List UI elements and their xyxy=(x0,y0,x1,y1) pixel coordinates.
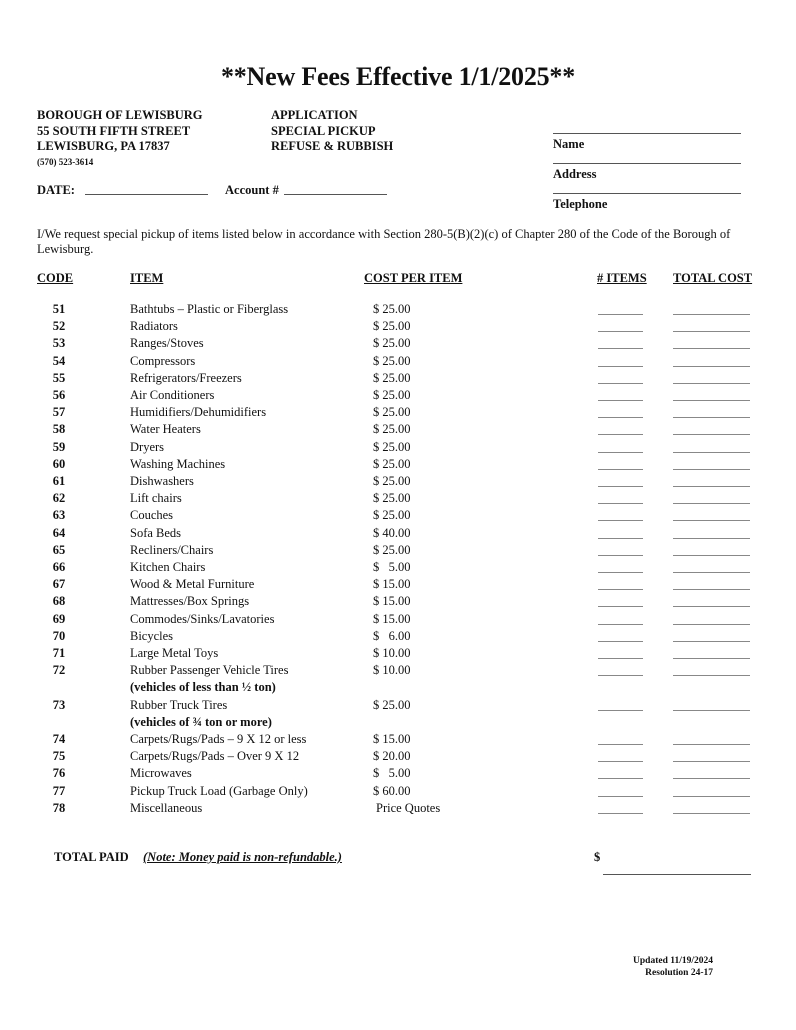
row-code: 64 xyxy=(52,525,66,540)
application-line-2: SPECIAL PICKUP xyxy=(271,123,376,138)
total-paid-note: (Note: Money paid is non-refundable.) xyxy=(143,850,342,864)
borough-phone: (570) 523-3614 xyxy=(37,156,94,167)
row-total-cost-field[interactable] xyxy=(673,813,750,814)
row-total-cost-field[interactable] xyxy=(673,434,750,435)
address-field[interactable] xyxy=(553,151,741,164)
row-num-items-field[interactable] xyxy=(598,486,643,487)
row-num-items-field[interactable] xyxy=(598,710,643,711)
row-cost: $ 40.00 xyxy=(373,525,411,540)
row-total-cost-field[interactable] xyxy=(673,314,750,315)
row-code: 68 xyxy=(52,594,66,609)
row-item: Microwaves xyxy=(130,766,192,781)
row-note: (vehicles of ¾ ton or more) xyxy=(130,714,272,729)
footer-resolution: Resolution 24-17 xyxy=(645,968,713,978)
row-item: Compressors xyxy=(130,353,196,368)
row-cost: $ 25.00 xyxy=(373,474,411,488)
row-total-cost-field[interactable] xyxy=(673,589,750,590)
row-total-cost-field[interactable] xyxy=(673,572,750,573)
row-total-cost-field[interactable] xyxy=(673,641,750,642)
row-item: Washing Machines xyxy=(130,456,226,471)
row-cost: $ 20.00 xyxy=(373,749,411,764)
row-cost: $ 25.00 xyxy=(373,302,411,316)
borough-city: LEWISBURG, PA 17837 xyxy=(37,139,170,153)
column-header-total: TOTAL COST xyxy=(673,271,753,285)
row-cost: $ 25.00 xyxy=(373,439,411,454)
row-total-cost-field[interactable] xyxy=(673,400,750,401)
row-item: Sofa Beds xyxy=(130,525,182,540)
row-total-cost-field[interactable] xyxy=(673,417,750,418)
borough-name: BOROUGH OF LEWISBURG xyxy=(37,108,203,122)
row-total-cost-field[interactable] xyxy=(673,452,750,453)
row-total-cost-field[interactable] xyxy=(673,383,750,384)
row-cost: $ 25.00 xyxy=(373,508,411,523)
name-label: Name xyxy=(553,137,585,151)
row-code: 52 xyxy=(52,319,66,334)
row-num-items-field[interactable] xyxy=(598,366,643,367)
row-total-cost-field[interactable] xyxy=(673,710,750,711)
row-item: Lift chairs xyxy=(130,491,182,506)
row-code: 76 xyxy=(52,766,66,781)
row-cost: $ 25.00 xyxy=(373,697,411,712)
row-code: 75 xyxy=(52,749,66,764)
row-num-items-field[interactable] xyxy=(598,538,643,539)
row-item: Dryers xyxy=(130,439,165,454)
footer-updated: Updated 11/19/2024 xyxy=(633,956,713,966)
row-item: Water Heaters xyxy=(130,422,201,437)
row-cost: $ 10.00 xyxy=(373,663,411,678)
row-total-cost-field[interactable] xyxy=(673,538,750,539)
row-code: 74 xyxy=(52,732,66,746)
row-cost: $ 15.00 xyxy=(373,577,411,592)
row-total-cost-field[interactable] xyxy=(673,675,750,676)
row-cost: $ 25.00 xyxy=(373,388,411,402)
account-label: Account # xyxy=(225,183,279,197)
row-total-cost-field[interactable] xyxy=(673,658,750,659)
row-cost: Price Quotes xyxy=(376,800,441,815)
row-code: 73 xyxy=(52,697,66,712)
row-note: (vehicles of less than ½ ton) xyxy=(130,680,276,695)
row-code: 60 xyxy=(52,456,66,471)
column-header-item: ITEM xyxy=(130,271,164,285)
row-num-items-field[interactable] xyxy=(598,469,643,470)
date-label: DATE: xyxy=(37,183,75,197)
row-cost: $ 25.00 xyxy=(373,405,411,420)
page-title: **New Fees Effective 1/1/2025** xyxy=(220,62,576,91)
row-total-cost-field[interactable] xyxy=(673,606,750,607)
application-block xyxy=(271,108,393,155)
row-num-items-field[interactable] xyxy=(598,452,643,453)
row-num-items-field[interactable] xyxy=(598,434,643,435)
row-num-items-field[interactable] xyxy=(598,606,643,607)
row-code: 63 xyxy=(52,508,66,523)
row-num-items-field[interactable] xyxy=(598,314,643,315)
row-num-items-field[interactable] xyxy=(598,761,643,762)
row-total-cost-field[interactable] xyxy=(673,520,750,521)
row-item: Radiators xyxy=(130,319,178,334)
application-line-1: APPLICATION xyxy=(271,108,358,122)
row-num-items-field[interactable] xyxy=(598,658,643,659)
row-code: 72 xyxy=(52,663,66,678)
row-item: Rubber Passenger Vehicle Tires xyxy=(130,663,289,678)
column-header-cost: COST PER ITEM xyxy=(364,271,463,285)
row-total-cost-field[interactable] xyxy=(673,348,750,349)
row-code: 57 xyxy=(52,405,66,420)
row-item: Humidifiers/Dehumidifiers xyxy=(130,405,267,420)
row-code: 65 xyxy=(52,542,66,557)
row-code: 78 xyxy=(52,800,66,815)
row-item: Mattresses/Box Springs xyxy=(130,594,250,609)
row-code: 62 xyxy=(52,491,66,506)
row-num-items-field[interactable] xyxy=(598,400,643,401)
row-cost: $ 15.00 xyxy=(373,594,411,609)
row-item: Carpets/Rugs/Pads – 9 X 12 or less xyxy=(130,732,307,746)
row-cost: $ 60.00 xyxy=(373,783,411,798)
row-item: Ranges/Stoves xyxy=(130,336,204,351)
row-total-cost-field[interactable] xyxy=(673,469,750,470)
borough-block xyxy=(37,108,203,170)
row-item: Dishwashers xyxy=(130,474,194,488)
row-cost: $ 25.00 xyxy=(373,456,411,471)
row-num-items-field[interactable] xyxy=(598,503,643,504)
row-num-items-field[interactable] xyxy=(598,555,643,556)
row-total-cost-field[interactable] xyxy=(673,796,750,797)
name-field[interactable] xyxy=(553,121,741,134)
row-cost: $ 6.00 xyxy=(373,628,411,643)
row-num-items-field[interactable] xyxy=(598,348,643,349)
row-code: 56 xyxy=(52,388,66,402)
row-total-cost-field[interactable] xyxy=(673,331,750,332)
total-paid-field[interactable] xyxy=(603,862,751,875)
row-item: Recliners/Chairs xyxy=(130,542,214,557)
row-cost: $ 15.00 xyxy=(373,732,411,746)
row-item: Pickup Truck Load (Garbage Only) xyxy=(130,783,308,798)
row-item: Rubber Truck Tires xyxy=(130,697,228,712)
row-num-items-field[interactable] xyxy=(598,813,643,814)
row-item: Large Metal Toys xyxy=(130,646,219,660)
row-num-items-field[interactable] xyxy=(598,589,643,590)
row-num-items-field[interactable] xyxy=(598,675,643,676)
intro-paragraph: I/We request special pickup of items listed below in accordance with Section 280-5(B)(2)(c) of Chapter 280 of the Code of the Borough of Lewisburg. xyxy=(37,227,731,256)
row-num-items-field[interactable] xyxy=(598,796,643,797)
row-total-cost-field[interactable] xyxy=(673,486,750,487)
row-item: Commodes/Sinks/Lavatories xyxy=(130,611,275,626)
row-cost: $ 25.00 xyxy=(373,319,411,334)
row-item: Bicycles xyxy=(130,628,174,643)
row-total-cost-field[interactable] xyxy=(673,366,750,367)
row-cost: $ 25.00 xyxy=(373,353,411,368)
row-total-cost-field[interactable] xyxy=(673,503,750,504)
row-item: Wood & Metal Furniture xyxy=(130,577,255,592)
row-item: Bathtubs – Plastic or Fiberglass xyxy=(130,302,289,316)
row-num-items-field[interactable] xyxy=(598,331,643,332)
row-item: Refrigerators/Freezers xyxy=(130,370,242,385)
row-code: 71 xyxy=(52,646,66,660)
row-num-items-field[interactable] xyxy=(598,520,643,521)
row-code: 58 xyxy=(52,422,66,437)
row-code: 66 xyxy=(52,560,66,574)
row-total-cost-field[interactable] xyxy=(673,555,750,556)
application-line-3: REFUSE & RUBBISH xyxy=(271,139,394,153)
row-cost: $ 15.00 xyxy=(373,611,411,626)
row-item: Kitchen Chairs xyxy=(130,560,206,574)
row-cost: $ 10.00 xyxy=(373,646,411,660)
address-label: Address xyxy=(553,167,597,181)
row-num-items-field[interactable] xyxy=(598,624,643,625)
row-item: Miscellaneous xyxy=(130,800,203,815)
total-paid-currency: $ xyxy=(594,850,601,864)
row-cost: $ 25.00 xyxy=(373,370,411,385)
row-cost: $ 5.00 xyxy=(373,560,411,574)
borough-street: 55 SOUTH FIFTH STREET xyxy=(37,123,191,138)
total-paid-label: TOTAL PAID xyxy=(54,850,129,864)
row-num-items-field[interactable] xyxy=(598,383,643,384)
row-total-cost-field[interactable] xyxy=(673,624,750,625)
row-total-cost-field[interactable] xyxy=(673,778,750,779)
row-code: 61 xyxy=(52,474,66,488)
row-item: Carpets/Rugs/Pads – Over 9 X 12 xyxy=(130,749,300,764)
row-cost: $ 25.00 xyxy=(373,491,411,506)
row-num-items-field[interactable] xyxy=(598,778,643,779)
row-cost: $ 25.00 xyxy=(373,542,411,557)
account-field[interactable] xyxy=(284,182,387,195)
row-cost: $ 25.00 xyxy=(373,336,411,351)
row-code: 55 xyxy=(52,370,66,385)
row-code: 51 xyxy=(52,302,66,316)
row-total-cost-field[interactable] xyxy=(673,744,750,745)
telephone-field[interactable] xyxy=(553,181,741,194)
row-num-items-field[interactable] xyxy=(598,744,643,745)
row-total-cost-field[interactable] xyxy=(673,761,750,762)
date-field[interactable] xyxy=(85,182,208,195)
row-code: 69 xyxy=(52,611,66,626)
row-code: 53 xyxy=(52,336,66,351)
column-header-items: # ITEMS xyxy=(597,271,647,285)
row-cost: $ 5.00 xyxy=(373,766,411,781)
row-code: 67 xyxy=(52,577,66,592)
row-code: 54 xyxy=(52,353,66,368)
row-num-items-field[interactable] xyxy=(598,417,643,418)
row-item: Air Conditioners xyxy=(130,388,215,402)
row-code: 59 xyxy=(52,439,66,454)
row-num-items-field[interactable] xyxy=(598,572,643,573)
row-num-items-field[interactable] xyxy=(598,641,643,642)
column-header-code: CODE xyxy=(37,271,74,285)
row-code: 70 xyxy=(52,628,66,643)
row-item: Couches xyxy=(130,508,174,523)
telephone-label: Telephone xyxy=(553,197,608,211)
row-cost: $ 25.00 xyxy=(373,422,411,437)
row-code: 77 xyxy=(52,783,66,798)
